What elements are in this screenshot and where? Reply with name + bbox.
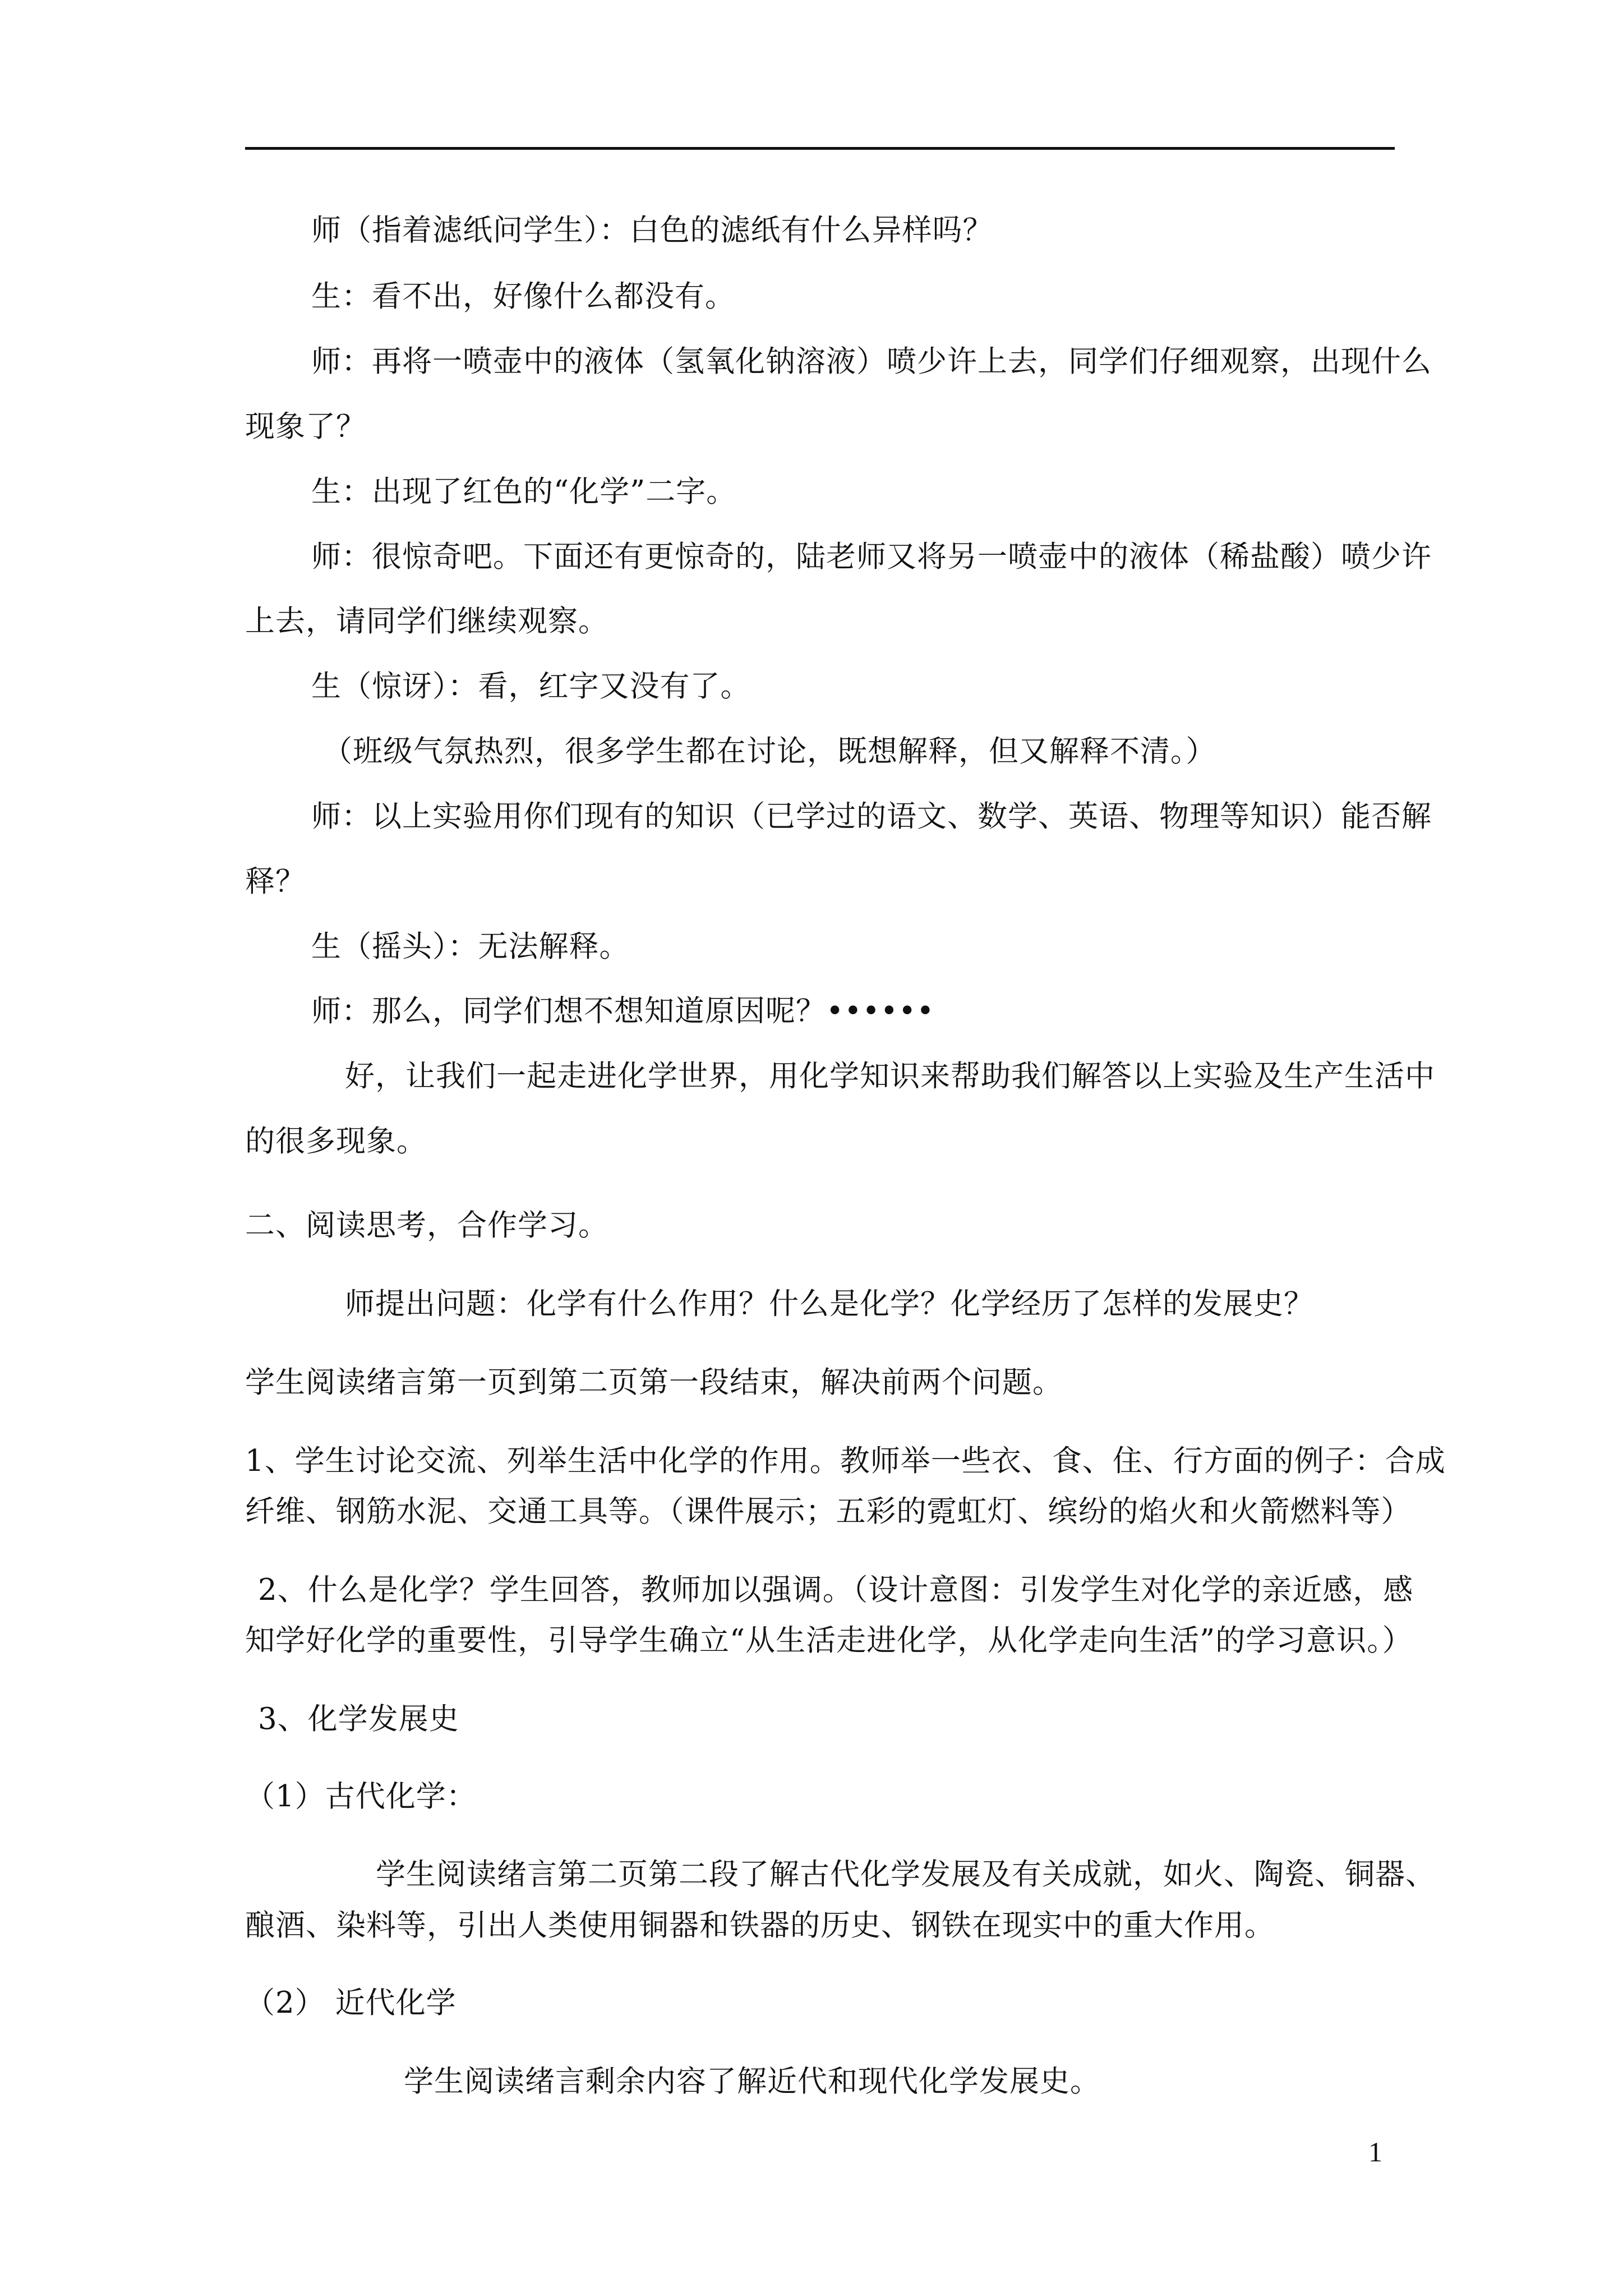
paragraph-line: 学生阅读绪言第一页到第二页第一段结束，解决前两个问题。	[245, 1365, 1063, 1400]
dialogue-line-continued: 现象了？	[245, 409, 366, 444]
dialogue-line: 师：再将一喷壶中的液体（氢氧化钠溶液）喷少许上去，同学们仔细观察，出现什么	[311, 344, 1432, 379]
dialogue-line: 生（惊讶）：看，红字又没有了。	[311, 669, 751, 703]
dialogue-line: 师：以上实验用你们现有的知识（已学过的语文、数学、英语、物理等知识）能否解	[311, 799, 1432, 834]
paragraph-line: 学生阅读绪言剩余内容了解近代和现代化学发展史。	[404, 2064, 1100, 2099]
dialogue-line: 生：看不出，好像什么都没有。	[311, 279, 735, 314]
subsection-heading: 3、化学发展史	[258, 1702, 459, 1736]
dialogue-line: 生（摇头）：无法解释。	[311, 930, 630, 964]
paragraph-line: 师提出问题：化学有什么作用？什么是化学？化学经历了怎样的发展史？	[345, 1287, 1314, 1321]
dialogue-line: 师：很惊奇吧。下面还有更惊奇的，陆老师又将另一喷壶中的液体（稀盐酸）喷少许	[311, 540, 1432, 574]
section-heading: 二、阅读思考，合作学习。	[245, 1208, 608, 1243]
header-rule	[245, 147, 1395, 150]
dialogue-line: 生：出现了红色的“化学”二字。	[311, 475, 737, 509]
list-item-line: 1、学生讨论交流、列举生活中化学的作用。教师举一些衣、食、住、行方面的例子：合成	[245, 1444, 1446, 1478]
page-number: 1	[1368, 2136, 1382, 2168]
list-item-line-continued: 纤维、钢筋水泥、交通工具等。（课件展示；五彩的霓虹灯、缤纷的焰火和火箭燃料等）	[245, 1494, 1412, 1529]
subsection-heading: （1）古代化学：	[245, 1779, 477, 1814]
paragraph-line-continued: 酿酒、染料等，引出人类使用铜器和铁器的历史、钢铁在现实中的重大作用。	[245, 1908, 1275, 1943]
dialogue-line: 师：那么，同学们想不想知道原因呢？••••••	[311, 994, 935, 1028]
list-item-line-continued: 知学好化学的重要性，引导学生确立“从生活走进化学，从化学走向生活”的学习意识。）	[245, 1623, 1413, 1658]
dialogue-line-continued: 释？	[245, 864, 306, 899]
subsection-heading: （2） 近代化学	[245, 1986, 457, 2020]
paragraph-line-continued: 的很多现象。	[245, 1124, 427, 1158]
dialogue-line-continued: 上去，请同学们继续观察。	[245, 604, 608, 638]
paragraph-line: 学生阅读绪言第二页第二段了解古代化学发展及有关成就，如火、陶瓷、铜器、	[376, 1857, 1436, 1892]
list-item-line: 2、什么是化学？学生回答，教师加以强调。（设计意图：引发学生对化学的亲近感，感	[258, 1573, 1414, 1607]
paragraph-line: 好，让我们一起走进化学世界，用化学知识来帮助我们解答以上实验及生产生活中	[345, 1059, 1435, 1093]
dialogue-line: 师（指着滤纸问学生）：白色的滤纸有什么异样吗？	[311, 213, 993, 247]
stage-note: （班级气氛热烈，很多学生都在讨论，既想解释，但又解释不清。）	[322, 734, 1216, 769]
